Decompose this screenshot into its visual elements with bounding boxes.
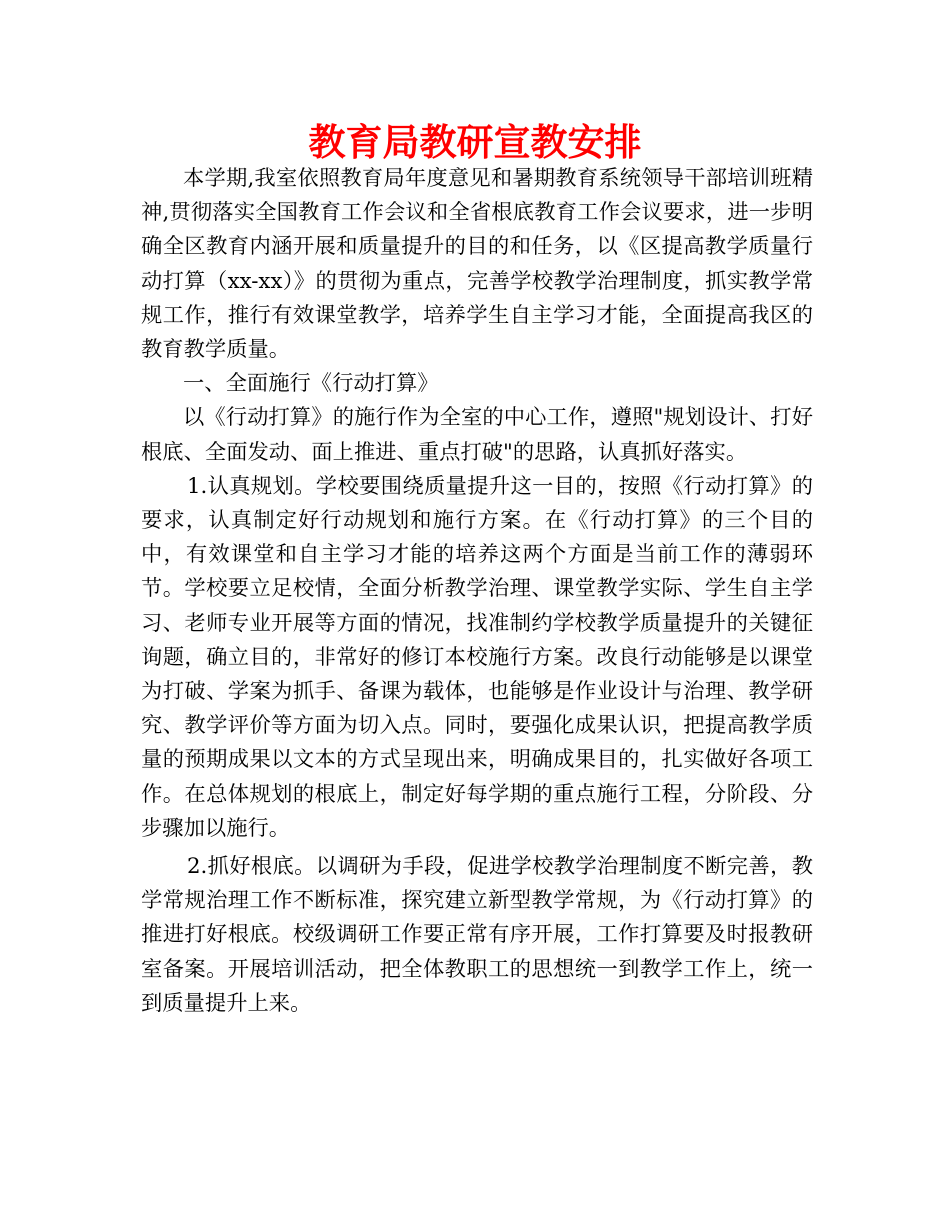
section-heading-1: 一、全面施行《行动打算》 [183, 371, 439, 397]
document-title: 教育局教研宣教安排 [308, 121, 642, 164]
item-2-paragraph: 2.抓好根底。以调研为手段，促进学校教学治理制度不断完善，教学常规治理工作不断标准，探究建立新型教学常规，为《行动打算》的推进打好根底。校级调研工作要正常有序开展，工作打算要及时报教研室备案。开展培训活动，把全体教职工的思想统一到教学工作上，统一到质量提升上来。 [141, 854, 813, 1016]
section-1-paragraph: 以《行动打算》的施行作为全室的中心工作，遵照"规划设计、打好根底、全面发动、面上推进、重点打破"的思路，认真抓好落实。 [141, 405, 813, 465]
item-1-paragraph: 1.认真规划。学校要围绕质量提升这一目的，按照《行动打算》的要求，认真制定好行动规划和施行方案。在《行动打算》的三个目的中，有效课堂和自主学习才能的培养这两个方面是当前工作的薄弱环节。学校要立足校情，全面分析教学治理、课堂教学实际、学生自主学习、老师专业开展等方面的情况，找准制约学校教学质量提升的关键征询题，确立目的，非常好的修订本校施行方案。改良行动能够是以课堂为打破、学案为抓手、备课为载体，也能够是作业设计与治理、教学研究、教学评价等方面为切入点。同时，要强化成果认识，把提高教学质量的预期成果以文本的方式呈现出来，明确成果目的，扎实做好各项工作。在总体规划的根底上，制定好每学期的重点施行工程，分阶段、分步骤加以施行。 [141, 473, 813, 841]
intro-paragraph: 本学期,我室依照教育局年度意见和暑期教育系统领导干部培训班精神,贯彻落实全国教育工作会议和全省根底教育工作会议要求，进一步明确全区教育内涵开展和质量提升的目的和任务，以《区提高教学质量行动打算（xx-xx）》的贯彻为重点，完善学校教学治理制度，抓实教学常规工作，推行有效课堂教学，培养学生自主学习才能，全面提高我区的教育教学质量。 [141, 166, 813, 363]
document-body [141, 162, 813, 1021]
